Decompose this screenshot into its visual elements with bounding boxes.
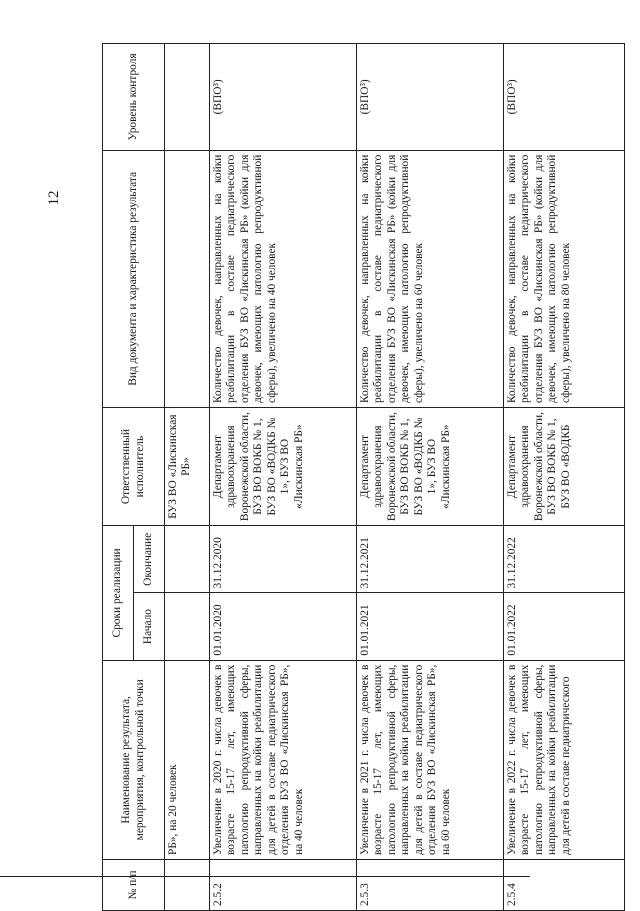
cell-doc: Количество девочек, направленных на койки реабилитации в составе педиатрического отделения БУЗ ВО «Лискинская РБ» (койки для девочек, имеющих патологию репродуктивной сферы), увеличено на 80 человек <box>504 150 625 407</box>
cell-end <box>165 526 210 593</box>
header-doc: Вид документа и характеристика результата <box>103 150 165 407</box>
table-container <box>102 43 572 911</box>
cell-num: 2.5.3 <box>357 860 504 911</box>
cell-executor: Департамент здравоохранения Воронежской области, БУЗ ВО ВОКБ № 1, БУЗ ВО «ВОДКБ № 1», БУЗ ВО «Лискинская РБ» <box>357 407 504 525</box>
cell-num: 2.5.2 <box>210 860 357 911</box>
cell-start: 01.01.2022 <box>504 593 625 660</box>
cell-start: 01.01.2020 <box>210 593 357 660</box>
cell-executor: БУЗ ВО «Лискинская РБ» <box>165 407 210 525</box>
header-end: Окончание <box>134 526 165 593</box>
table-row <box>210 44 357 911</box>
header-start: Начало <box>134 593 165 660</box>
header-num: № п/п <box>103 860 165 911</box>
cell-name: Увеличение в 2022 г. числа девочек в возрасте 15-17 лет, имеющих патологию репродуктивной сферы, направленных на койки реабилитации для детей в составе педиатрического <box>504 660 625 859</box>
cell-end: 31.12.2020 <box>210 526 357 593</box>
cell-level: (ВПО³) <box>357 44 504 151</box>
cell-doc: Количество девочек, направленных на койки реабилитации в составе педиатрического отделения БУЗ ВО «Лискинская РБ» (койки для девочек, имеющих патологию репродуктивной сферы), увеличено на 40 человек <box>210 150 357 407</box>
header-dates: Сроки реализации <box>103 526 134 660</box>
cell-num <box>165 860 210 911</box>
table-row <box>357 44 504 911</box>
cell-level: (ВПО³) <box>504 44 625 151</box>
page-number: 12 <box>46 190 62 206</box>
table-row <box>165 44 210 911</box>
header-executor: Ответственный исполнитель <box>103 407 165 525</box>
cell-num: 2.5.4 <box>504 860 625 911</box>
cell-name: Увеличение в 2020 г. числа девочек в возрасте 15-17 лет, имеющих патологию репродуктивной сферы, направленных на койки реабилитации для детей в составе педиатрического отделения БУЗ ВО «Лискинская РБ», на 40 человек <box>210 660 357 859</box>
cell-start: 01.01.2021 <box>357 593 504 660</box>
cell-start <box>165 593 210 660</box>
cell-executor: Департамент здравоохранения Воронежской области, БУЗ ВО ВОКБ № 1, БУЗ ВО «ВОДКБ № 1», БУЗ ВО «Лискинская РБ» <box>210 407 357 525</box>
header-name: Наименование результата, мероприятия, контрольной точки <box>103 660 165 859</box>
rotated-table-frame <box>102 43 572 911</box>
cell-name: Увеличение в 2021 г. числа девочек в возрасте 15-17 лет, имеющих патологию репродуктивной сферы, направленных на койки реабилитации для детей в составе педиатрического отделения БУЗ ВО «Лискинская РБ», на 60 человек <box>357 660 504 859</box>
cell-end: 31.12.2022 <box>504 526 625 593</box>
cell-name: РБ», на 20 человек <box>165 660 210 859</box>
cell-end: 31.12.2021 <box>357 526 504 593</box>
table-row <box>504 44 625 911</box>
plan-table <box>102 43 625 911</box>
cell-level: (ВПО³) <box>210 44 357 151</box>
cell-doc: Количество девочек, направленных на койки реабилитации в составе педиатрического отделения БУЗ ВО «Лискинская РБ» (койки для девочек, имеющих патологию репродуктивной сферы), увеличено на 60 человек <box>357 150 504 407</box>
cell-doc <box>165 150 210 407</box>
header-level: Уровень контроля <box>103 44 165 151</box>
cell-executor: Департамент здравоохранения Воронежской области, БУЗ ВО ВОКБ № 1, БУЗ ВО «ВОДКБ <box>504 407 625 525</box>
cell-level <box>165 44 210 151</box>
